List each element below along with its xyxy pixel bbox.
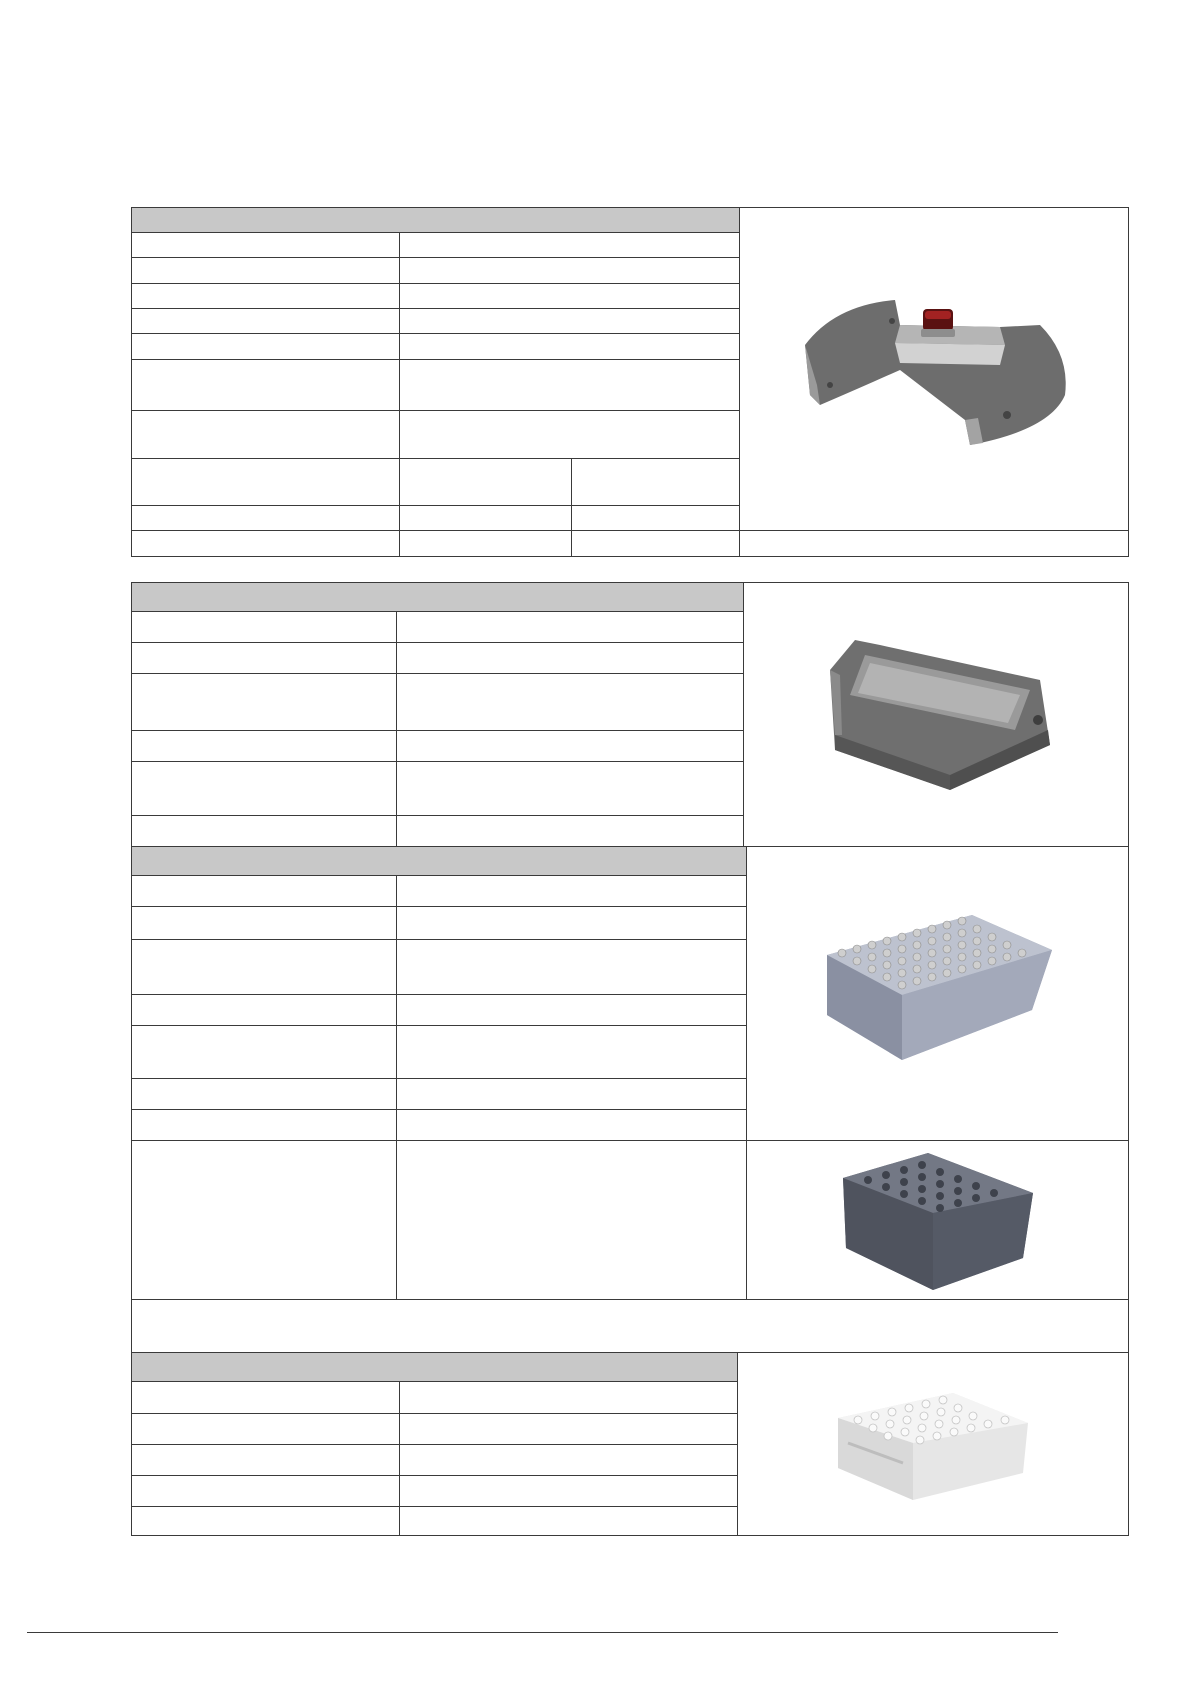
table-4-header	[131, 1353, 737, 1381]
rotor-arm-icon	[795, 285, 1075, 450]
table-3-header	[131, 847, 746, 875]
tube-rack-icon	[822, 895, 1062, 1065]
footer-rule	[27, 1632, 1058, 1633]
tray-bucket-icon	[820, 635, 1060, 795]
table-2-header	[131, 583, 743, 611]
white-rack-icon	[833, 1388, 1033, 1503]
block-adapter-icon	[838, 1148, 1038, 1293]
table-1-header	[131, 208, 739, 232]
